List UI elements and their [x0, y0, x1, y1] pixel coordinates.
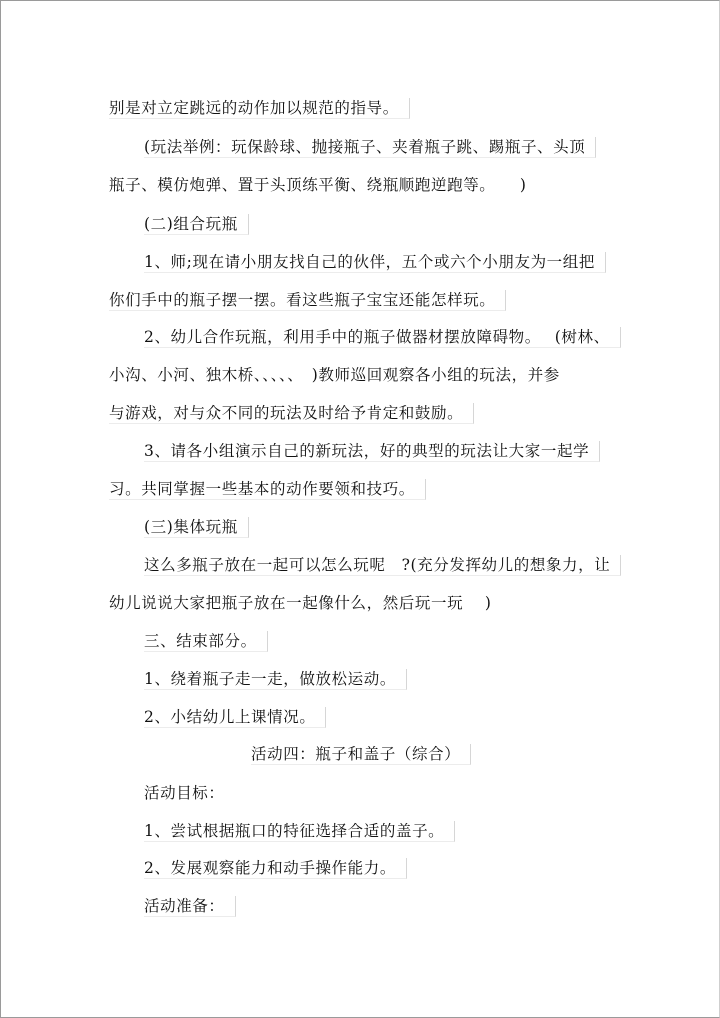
body-line: 与游戏，对与众不同的玩法及时给予肯定和鼓励。: [109, 403, 474, 424]
section-heading: 活动准备：: [144, 896, 236, 917]
body-line: (玩法举例：玩保龄球、抛接瓶子、夹着瓶子跳、踢瓶子、头顶: [144, 137, 596, 158]
body-line: 幼儿说说大家把瓶子放在一起像什么，然后玩一玩 ): [109, 594, 492, 612]
section-heading: 活动目标：: [144, 784, 225, 802]
body-line: 1、绕着瓶子走一走，做放松运动。: [144, 669, 407, 690]
body-line: 别是对立定跳远的动作加以规范的指导。: [109, 98, 410, 119]
body-line: 1、尝试根据瓶口的特征选择合适的盖子。: [144, 821, 455, 842]
body-line: 3、请各小组演示自己的新玩法，好的典型的玩法让大家一起学: [144, 441, 600, 462]
body-line: 2、发展观察能力和动手操作能力。: [144, 858, 407, 879]
body-line: 2、幼儿合作玩瓶，利用手中的瓶子做器材摆放障碍物。 (树林、: [144, 327, 621, 348]
activity-title: 活动四：瓶子和盖子（综合）: [251, 744, 471, 765]
section-heading: (三)集体玩瓶: [144, 517, 249, 538]
section-heading: 三、结束部分。: [144, 631, 268, 652]
body-line: 瓶子、模仿炮弹、置于头顶练平衡、绕瓶顺跑逆跑等。 ): [109, 176, 527, 194]
body-line: 习。共同掌握一些基本的动作要领和技巧。: [109, 479, 426, 500]
body-line: 1、师;现在请小朋友找自己的伙伴，五个或六个小朋友为一组把: [144, 252, 606, 273]
body-line: 小沟、小河、独木桥、、、、、 )教师巡回观察各小组的玩法，并参: [109, 366, 560, 384]
body-line: 你们手中的瓶子摆一摆。看这些瓶子宝宝还能怎样玩。: [109, 290, 506, 311]
body-line: 2、小结幼儿上课情况。: [144, 707, 326, 728]
section-heading: (二)组合玩瓶: [144, 214, 249, 235]
body-line: 这么多瓶子放在一起可以怎么玩呢 ?(充分发挥幼儿的想象力，让: [144, 555, 621, 576]
